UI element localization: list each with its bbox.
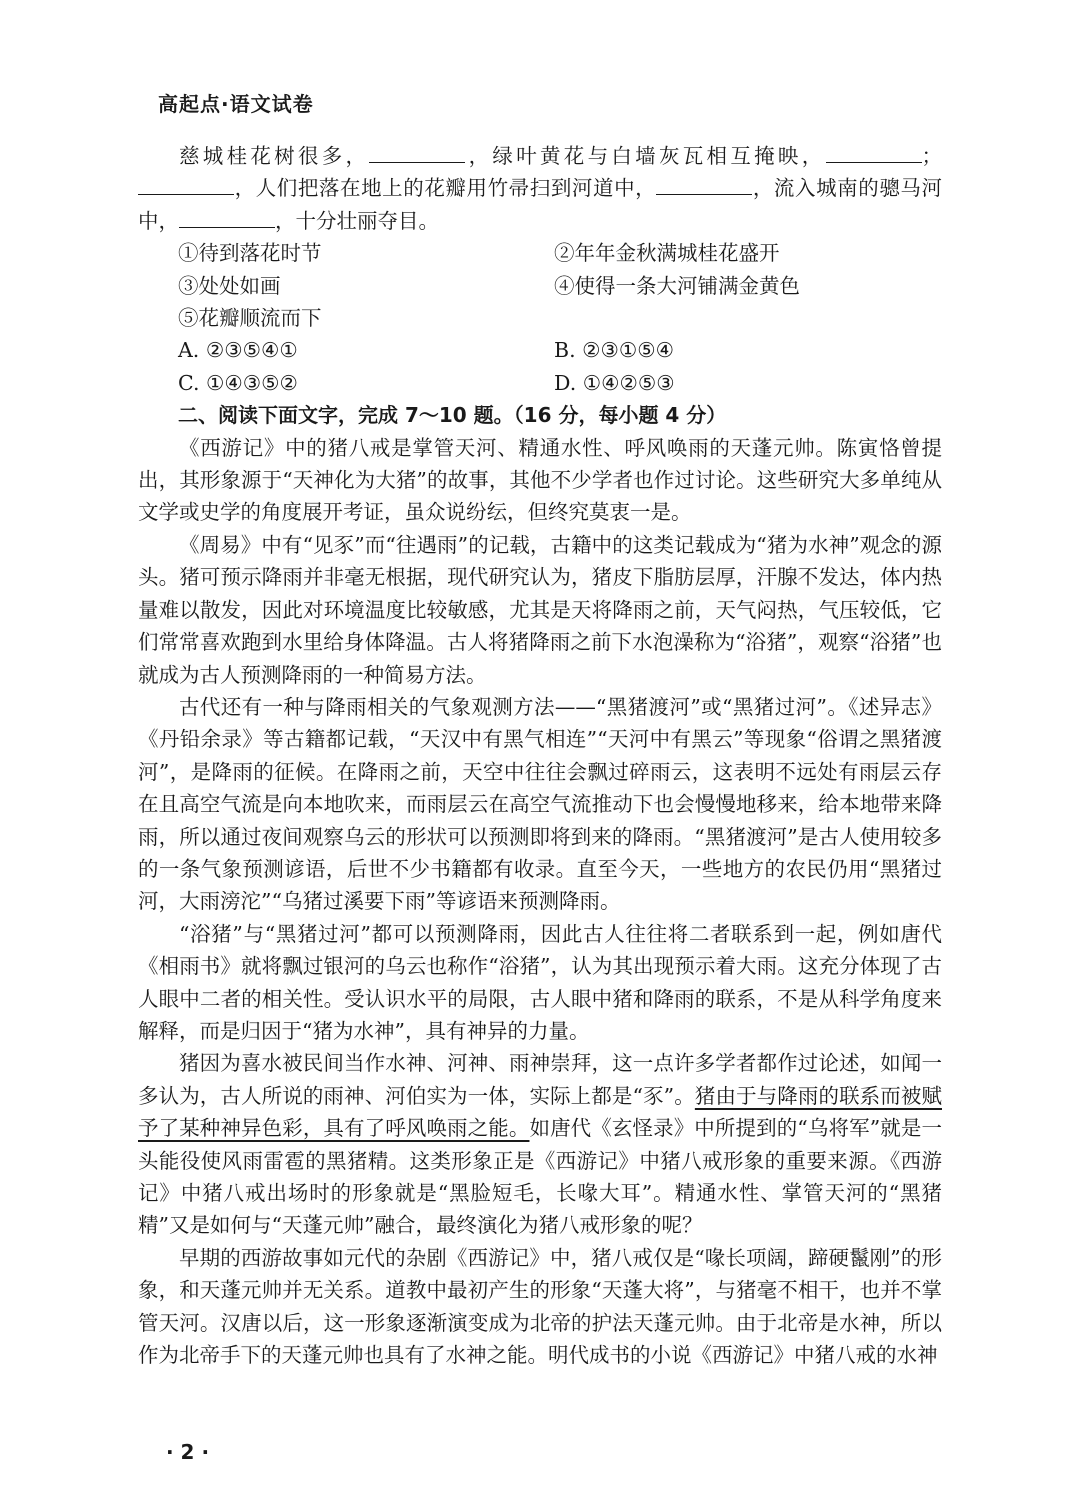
section-2-heading: 二、阅读下面文字，完成 7～10 题。（16 分，每小题 4 分） (178, 403, 727, 428)
item-3: ③处处如画 (178, 273, 281, 298)
blank-1 (369, 142, 465, 163)
item-4: ④使得一条大河铺满金黄色 (554, 273, 800, 298)
sentence-items (178, 237, 942, 399)
blank-5 (179, 207, 275, 228)
paragraph-1: 《西游记》中的猪八戒是掌管天河、精通水性、呼风唤雨的天蓬元帅。陈寅恪曾提出，其形象源于“天神化为大猪”的故事，其他不少学者也作过讨论。这些研究大多单纯从文学或史学的角度展开考证，虽众说纷纭，但终究莫衷一是。 (138, 435, 942, 525)
paragraph-3: 古代还有一种与降雨相关的气象观测方法——“黑猪渡河”或“黑猪过河”。《述异志》《丹铅余录》等古籍都记载，“天汉中有黑气相连”“天河中有黑云”等现象“俗谓之黑猪渡河”，是降雨的征候。在降雨之前，天空中往往会飘过碎雨云，这表明不远处有雨层云存在且高空气流是向本地吹来，而雨层云在高空气流推动下也会慢慢地移来，给本地带来降雨，所以通过夜间观察乌云的形状可以预测即将到来的降雨。“黑猪渡河”是古人使用较多的一条气象预测谚语，后世不少书籍都有收录。直至今天，一些地方的农民仍用“黑猪过河，大雨滂沱”“乌猪过溪要下雨”等谚语来预测降雨。 (138, 694, 942, 914)
blank-2 (826, 142, 922, 163)
blank-4 (656, 174, 752, 195)
choice-a: A. ②③⑤④① (178, 338, 298, 363)
choice-b: B. ②③①⑤④ (554, 338, 674, 363)
choice-c: C. ①④③⑤② (178, 370, 298, 395)
blank-3 (138, 174, 234, 195)
underlined-sentence: 猪由于与降雨的联系而被赋予了某种神异色彩，具有了呼风唤雨之能。 (138, 1083, 942, 1141)
choice-d: D. ①④②⑤③ (554, 370, 675, 395)
paragraph-6: 早期的西游故事如元代的杂剧《西游记》中，猪八戒仅是“喙长项阔，蹄硬鬣刚”的形象，和天蓬元帅并无关系。道教中最初产生的形象“天蓬大将”，与猪毫不相干，也并不掌管天河。汉唐以后，这一形象逐渐演变成为北帝的护法天蓬元帅。由于北帝是水神，所以作为北帝手下的天蓬元帅也具有了水神之能。明代成书的小说《西游记》中猪八戒的水神 (138, 1245, 942, 1368)
document-body (138, 140, 942, 1371)
item-2: ②年年金秋满城桂花盛开 (554, 241, 780, 266)
paragraph-4: “浴猪”与“黑猪过河”都可以预测降雨，因此古人往往将二者联系到一起，例如唐代《相雨书》就将飘过银河的乌云也称作“浴猪”，认为其出现预示着大雨。这充分体现了古人眼中二者的相关性。受认识水平的局限，古人眼中猪和降雨的联系，不是从科学角度来解释，而是归因于“猪为水神”，具有神异的力量。 (138, 921, 942, 1043)
page-header: 高起点·语文试卷 (158, 92, 314, 116)
question-6-stem: 慈城桂花树很多， ，绿叶黄花与白墙灰瓦相互掩映， ；，人们把落在地上的花瓣用竹帚扫到河道中， ，流入城南的骢马河中， ，十分壮丽夺目。 (138, 144, 943, 233)
item-1: ①待到落花时节 (178, 241, 322, 266)
paragraph-2: 《周易》中有“见豕”而“往遇雨”的记载，古籍中的这类记载成为“猪为水神”观念的源头。猪可预示降雨并非毫无根据，现代研究认为，猪皮下脂肪层厚，汗腺不发达，体内热量难以散发，因此对环境温度比较敏感，尤其是天将降雨之前，天气闷热，气压较低，它们常常喜欢跑到水里给身体降温。古人将猪降雨之前下水泡澡称为“浴猪”，观察“浴猪”也就成为古人预测降雨的一种简易方法。 (138, 532, 942, 687)
page-number: · 2 · (166, 1440, 210, 1464)
paragraph-5: 猪因为喜水被民间当作水神、河神、雨神崇拜，这一点许多学者都作过论述，如闻一多认为，古人所说的雨神、河伯实为一体，实际上都是“豕”。猪由于与降雨的联系而被赋予了某种神异色彩，具有了呼风唤雨之能。如唐代《玄怪录》中所提到的“乌将军”就是一头能役使风雨雷雹的黑猪精。这类形象正是《西游记》中猪八戒形象的重要来源。《西游记》中猪八戒出场时的形象就是“黑脸短毛，长喙大耳”。精通水性、掌管天河的“黑猪精”又是如何与“天蓬元帅”融合，最终演化为猪八戒形象的呢？ (138, 1051, 942, 1238)
item-5: ⑤花瓣顺流而下 (178, 306, 322, 331)
